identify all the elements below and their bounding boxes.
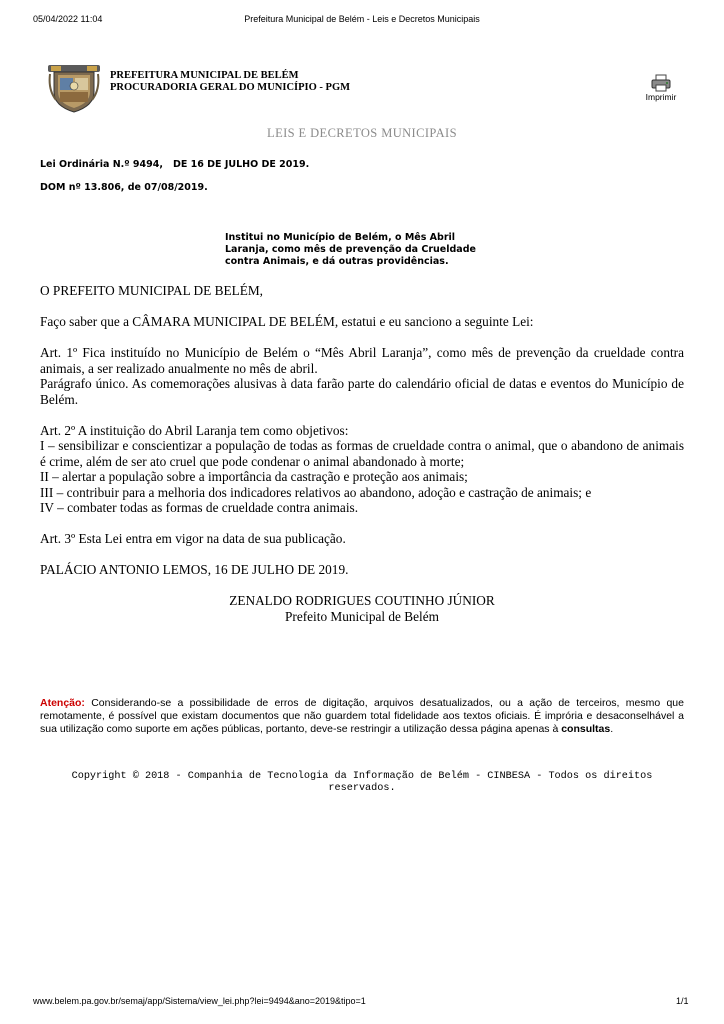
print-label: Imprimir	[645, 92, 677, 102]
org-name	[110, 70, 350, 94]
mayor-preamble: O PREFEITO MUNICIPAL DE BELÉM,	[40, 283, 263, 298]
section-title: LEIS E DECRETOS MUNICIPAIS	[267, 126, 457, 140]
signer-role: Prefeito Municipal de Belém	[285, 608, 439, 624]
copyright	[20, 771, 704, 795]
article-2-item: I – sensibilizar e conscientizar a população de todas as formas de crueldade contra o animal, que o abandono de animais é crime, além de ser ato cruel que pode condenar o animal abandonado à morte;	[40, 438, 684, 469]
ementa-line: Laranja, como mês de prevenção da Crueldade	[225, 244, 476, 255]
law-body	[40, 283, 684, 624]
law-ementa	[225, 232, 525, 268]
article-2: Art. 2º A instituição do Abril Laranja tem como objetivos:	[40, 422, 349, 438]
law-reference	[40, 159, 309, 170]
print-page-title: Prefeitura Municipal de Belém - Leis e Decretos Municipais	[244, 14, 480, 24]
article-1: Art. 1º Fica instituído no Município de Belém o “Mês Abril Laranja”, como mês de prevenção da crueldade contra animais, a ser realizado anualmente no mês de abril.	[40, 345, 684, 376]
enactment-clause: Faço saber que a CÂMARA MUNICIPAL DE BELÉM, estatui e eu sanciono a seguinte Lei:	[40, 314, 534, 329]
printer-icon	[641, 74, 681, 92]
org-name-line1: PREFEITURA MUNICIPAL DE BELÉM	[110, 70, 299, 81]
disclaimer-label: Atenção:	[40, 697, 85, 709]
law-number: Lei Ordinária N.º 9494,	[40, 159, 163, 170]
law-date: DE 16 DE JULHO DE 2019.	[172, 159, 310, 170]
article-1-paragraph: Parágrafo único. As comemorações alusivas à data farão parte do calendário oficial de datas e eventos do Município de Belém.	[40, 376, 684, 407]
page-number: 1/1	[676, 996, 689, 1006]
place-date: PALÁCIO ANTONIO LEMOS, 16 DE JULHO DE 2019.	[40, 562, 349, 577]
article-2-item: IV – combater todas as formas de crueldade contra animais.	[40, 500, 359, 515]
print-button[interactable]	[641, 74, 681, 102]
coat-of-arms-logo	[48, 62, 100, 114]
signer-name: ZENALDO RODRIGUES COUTINHO JÚNIOR	[229, 593, 495, 608]
page-url: www.belem.pa.gov.br/semaj/app/Sistema/view_lei.php?lei=9494&ano=2019&tipo=1	[33, 996, 366, 1006]
dom-reference: DOM nº 13.806, de 07/08/2019.	[40, 182, 208, 193]
disclaimer-text: Considerando-se a possibilidade de erros de digitação, arquivos desatualizados, ou a ação de terceiros, mesmo que remotamente, é possível que existam documentos que não guardem total fidelidade aos textos oficiais. É imprória e desaconselhável a sua utilização como suporte em ações públicas, portanto, deve-se restringir a utilização dessa página apenas à	[40, 697, 684, 735]
article-2-item: III – contribuir para a melhoria dos indicadores relativos ao abandono, adoção e castração de animais; e	[40, 484, 592, 500]
disclaimer-end: .	[610, 723, 614, 735]
copyright-line2: reservados.	[328, 783, 396, 794]
disclaimer	[40, 697, 684, 736]
ementa-line: contra Animais, e dá outras providências.	[225, 256, 449, 267]
disclaimer-emphasis: consultas	[561, 723, 611, 735]
article-2-item: II – alertar a população sobre a importância da castração e proteção aos animais;	[40, 469, 468, 484]
article-3: Art. 3º Esta Lei entra em vigor na data de sua publicação.	[40, 531, 346, 546]
ementa-line: Institui no Município de Belém, o Mês Abril	[225, 232, 456, 243]
print-datetime: 05/04/2022 11:04	[33, 14, 103, 24]
org-name-line2: PROCURADORIA GERAL DO MUNICÍPIO - PGM	[110, 82, 351, 93]
copyright-line1: Copyright © 2018 - Companhia de Tecnologia da Informação de Belém - CINBESA - Todos os direitos	[71, 771, 653, 782]
